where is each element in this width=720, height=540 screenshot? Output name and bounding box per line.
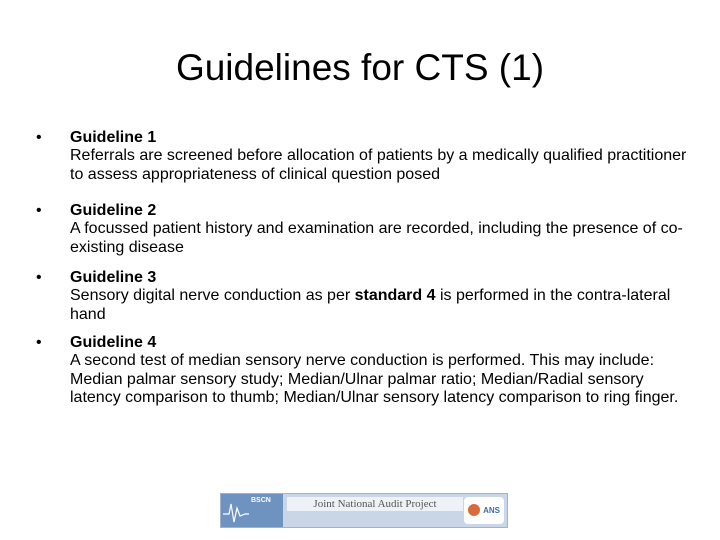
audit-project-logo bbox=[220, 493, 508, 528]
guideline-2-heading: Guideline 2 bbox=[70, 202, 157, 219]
ans-emblem-icon bbox=[468, 504, 480, 516]
bullet-marker: • bbox=[36, 334, 42, 351]
guideline-list bbox=[36, 128, 696, 408]
bullet-marker: • bbox=[36, 202, 42, 219]
bscn-logo-label: BSCN bbox=[251, 497, 271, 504]
guideline-1-item bbox=[36, 128, 696, 201]
guideline-1-heading: Guideline 1 bbox=[70, 129, 157, 146]
guideline-3-heading: Guideline 3 bbox=[70, 269, 157, 286]
guideline-3-text bbox=[70, 287, 696, 324]
slide-title: Guidelines for CTS (1) bbox=[175, 47, 545, 88]
guideline-2-text: A focussed patient history and examination are recorded, including the presence of co-existing disease bbox=[70, 220, 683, 256]
bullet-marker: • bbox=[36, 129, 42, 146]
guideline-4-heading: Guideline 4 bbox=[70, 334, 157, 351]
guideline-4-item bbox=[36, 333, 696, 408]
bullet-marker: • bbox=[36, 269, 42, 286]
standard-reference: standard 4 bbox=[354, 287, 436, 304]
guideline-3-text-end: is performed in the contra-lateral hand bbox=[70, 287, 671, 323]
ans-logo bbox=[464, 497, 504, 524]
bscn-logo bbox=[221, 494, 283, 527]
guideline-3-item bbox=[36, 268, 696, 333]
guideline-3-text-start: Sensory digital nerve conduction as per bbox=[70, 287, 355, 304]
guideline-1-text: Referrals are screened before allocation of patients by a medically qualified practitioner to assess appropriateness of clinical question posed bbox=[70, 147, 687, 183]
guideline-2-item bbox=[36, 201, 696, 268]
guideline-4-text: A second test of median sensory nerve conduction is performed. This may include: Median palmar sensory study; Median/Ulnar palmar ratio; Median/Radial sensory latency comparison to thumb; Median/Ulnar sensory latency comparison to ring finger. bbox=[70, 352, 679, 406]
audit-project-banner: Joint National Audit Project bbox=[287, 497, 463, 511]
ans-logo-label: ANS bbox=[483, 506, 500, 515]
